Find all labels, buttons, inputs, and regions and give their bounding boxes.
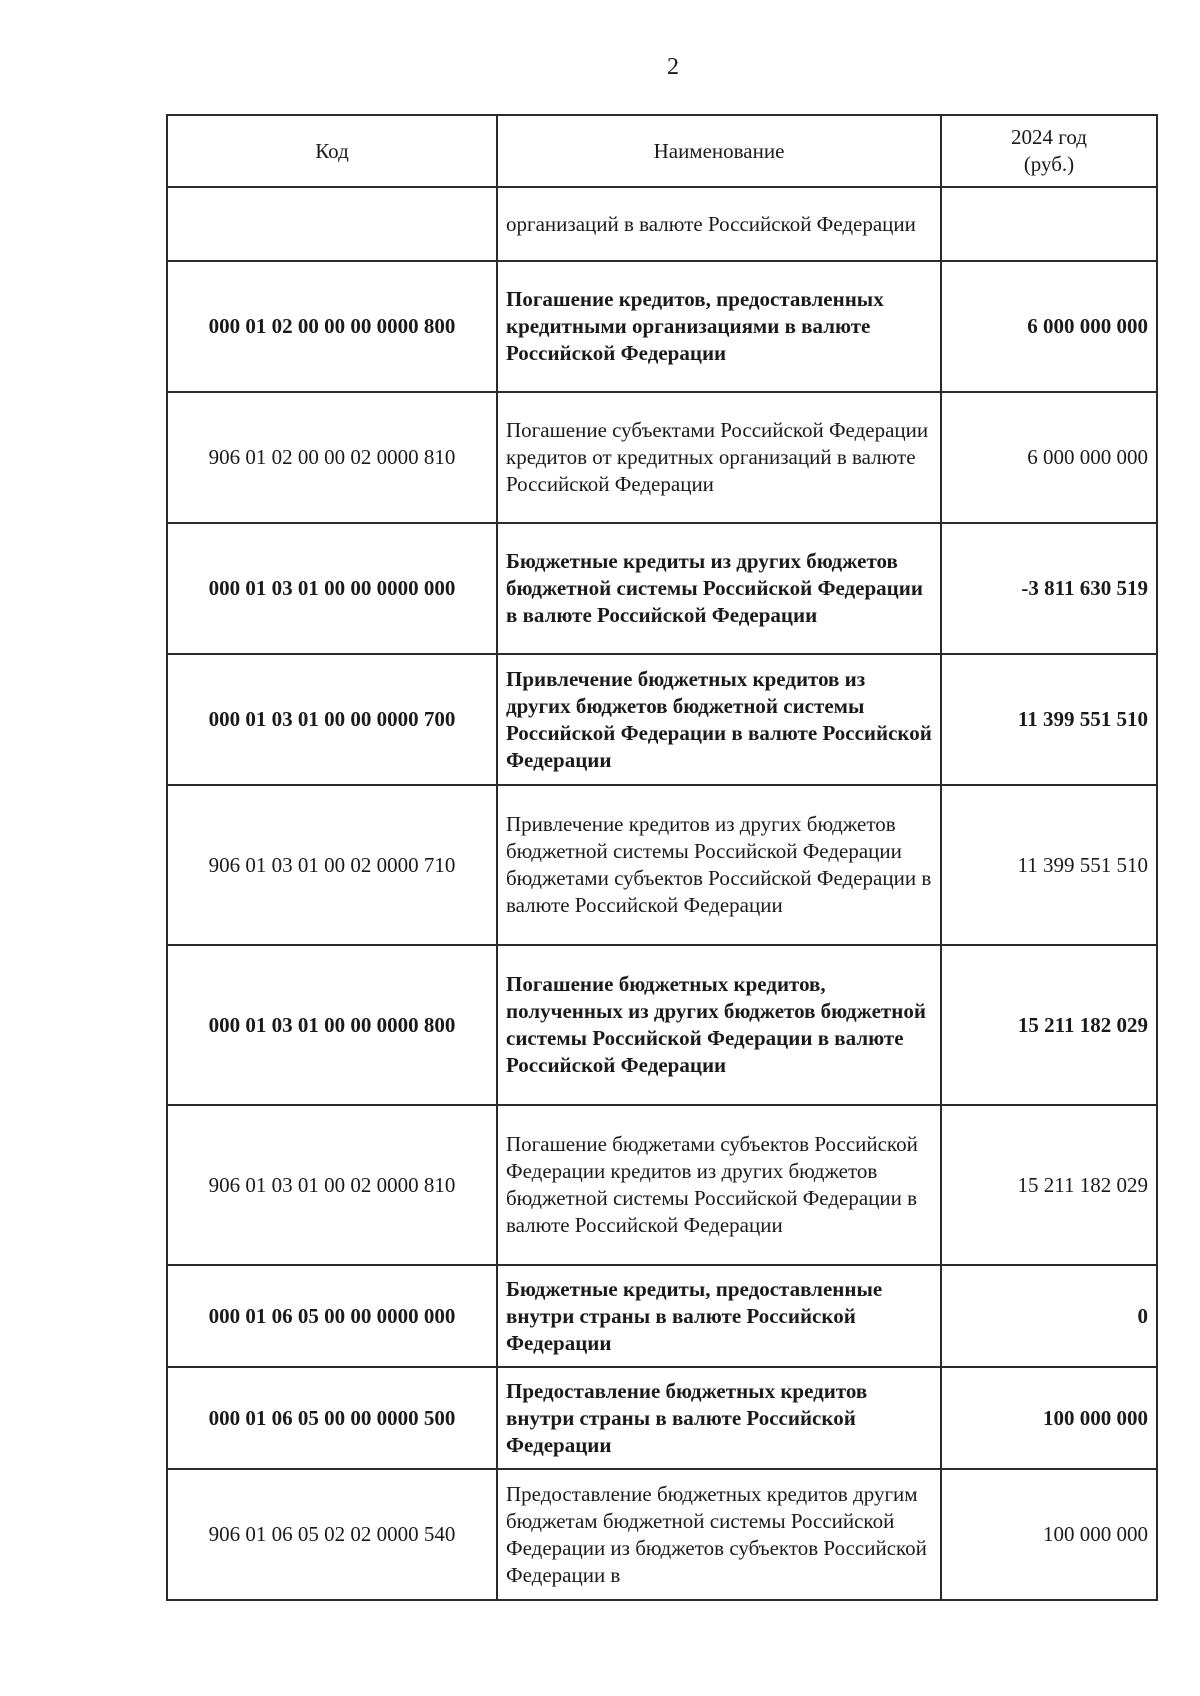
row-amount: -3 811 630 519 [941, 523, 1157, 654]
row-code: 000 01 06 05 00 00 0000 000 [167, 1265, 497, 1367]
row-code: 000 01 02 00 00 00 0000 800 [167, 261, 497, 392]
row-code: 906 01 02 00 00 02 0000 810 [167, 392, 497, 523]
budget-sources-table [166, 114, 1158, 1601]
table-row [167, 785, 1157, 945]
row-name: Привлечение кредитов из других бюджетов бюджетной системы Российской Федерации бюджетами субъектов Российской Федерации в валюте Российской Федерации [497, 785, 941, 945]
row-code: 906 01 03 01 00 02 0000 710 [167, 785, 497, 945]
row-code: 000 01 03 01 00 00 0000 000 [167, 523, 497, 654]
table-row [167, 261, 1157, 392]
row-name: Погашение бюджетных кредитов, полученных из других бюджетов бюджетной системы Российской Федерации в валюте Российской Федерации [497, 945, 941, 1105]
table-row [167, 1367, 1157, 1469]
page-number: 2 [667, 54, 679, 80]
table-row [167, 1265, 1157, 1367]
header-name: Наименование [497, 115, 941, 187]
row-amount: 11 399 551 510 [941, 785, 1157, 945]
row-amount: 15 211 182 029 [941, 945, 1157, 1105]
table-row [167, 187, 1157, 261]
row-name: Привлечение бюджетных кредитов из других бюджетов бюджетной системы Российской Федерации в валюте Российской Федерации [497, 654, 941, 785]
row-amount [941, 187, 1157, 261]
row-amount: 11 399 551 510 [941, 654, 1157, 785]
header-amount [941, 115, 1157, 187]
row-code: 000 01 03 01 00 00 0000 700 [167, 654, 497, 785]
table-body [167, 187, 1157, 1600]
row-name: Бюджетные кредиты из других бюджетов бюджетной системы Российской Федерации в валюте Российской Федерации [497, 523, 941, 654]
row-amount: 0 [941, 1265, 1157, 1367]
row-code: 906 01 06 05 02 02 0000 540 [167, 1469, 497, 1600]
row-amount: 15 211 182 029 [941, 1105, 1157, 1265]
table-header-row [167, 115, 1157, 187]
table-row [167, 945, 1157, 1105]
table-row [167, 523, 1157, 654]
row-name: Погашение кредитов, предоставленных кредитными организациями в валюте Российской Федерации [497, 261, 941, 392]
row-code: 000 01 06 05 00 00 0000 500 [167, 1367, 497, 1469]
table-row [167, 1469, 1157, 1600]
table-row [167, 654, 1157, 785]
row-code: 000 01 03 01 00 00 0000 800 [167, 945, 497, 1105]
header-amount-unit: (руб.) [1023, 152, 1075, 176]
row-amount: 100 000 000 [941, 1367, 1157, 1469]
row-name: организаций в валюте Российской Федерации [497, 187, 941, 261]
row-name: Предоставление бюджетных кредитов другим бюджетам бюджетной системы Российской Федерации из бюджетов субъектов Российской Федерации в [497, 1469, 941, 1600]
row-name: Бюджетные кредиты, предоставленные внутри страны в валюте Российской Федерации [497, 1265, 941, 1367]
row-amount: 6 000 000 000 [941, 261, 1157, 392]
row-name: Погашение субъектами Российской Федерации кредитов от кредитных организаций в валюте Российской Федерации [497, 392, 941, 523]
table-row [167, 392, 1157, 523]
row-code: 906 01 03 01 00 02 0000 810 [167, 1105, 497, 1265]
row-name: Погашение бюджетами субъектов Российской Федерации кредитов из других бюджетов бюджетной системы Российской Федерации в валюте Российской Федерации [497, 1105, 941, 1265]
table-row [167, 1105, 1157, 1265]
row-amount: 100 000 000 [941, 1469, 1157, 1600]
header-code: Код [167, 115, 497, 187]
row-code [167, 187, 497, 261]
header-amount-year: 2024 год [1011, 125, 1087, 149]
row-name: Предоставление бюджетных кредитов внутри страны в валюте Российской Федерации [497, 1367, 941, 1469]
row-amount: 6 000 000 000 [941, 392, 1157, 523]
